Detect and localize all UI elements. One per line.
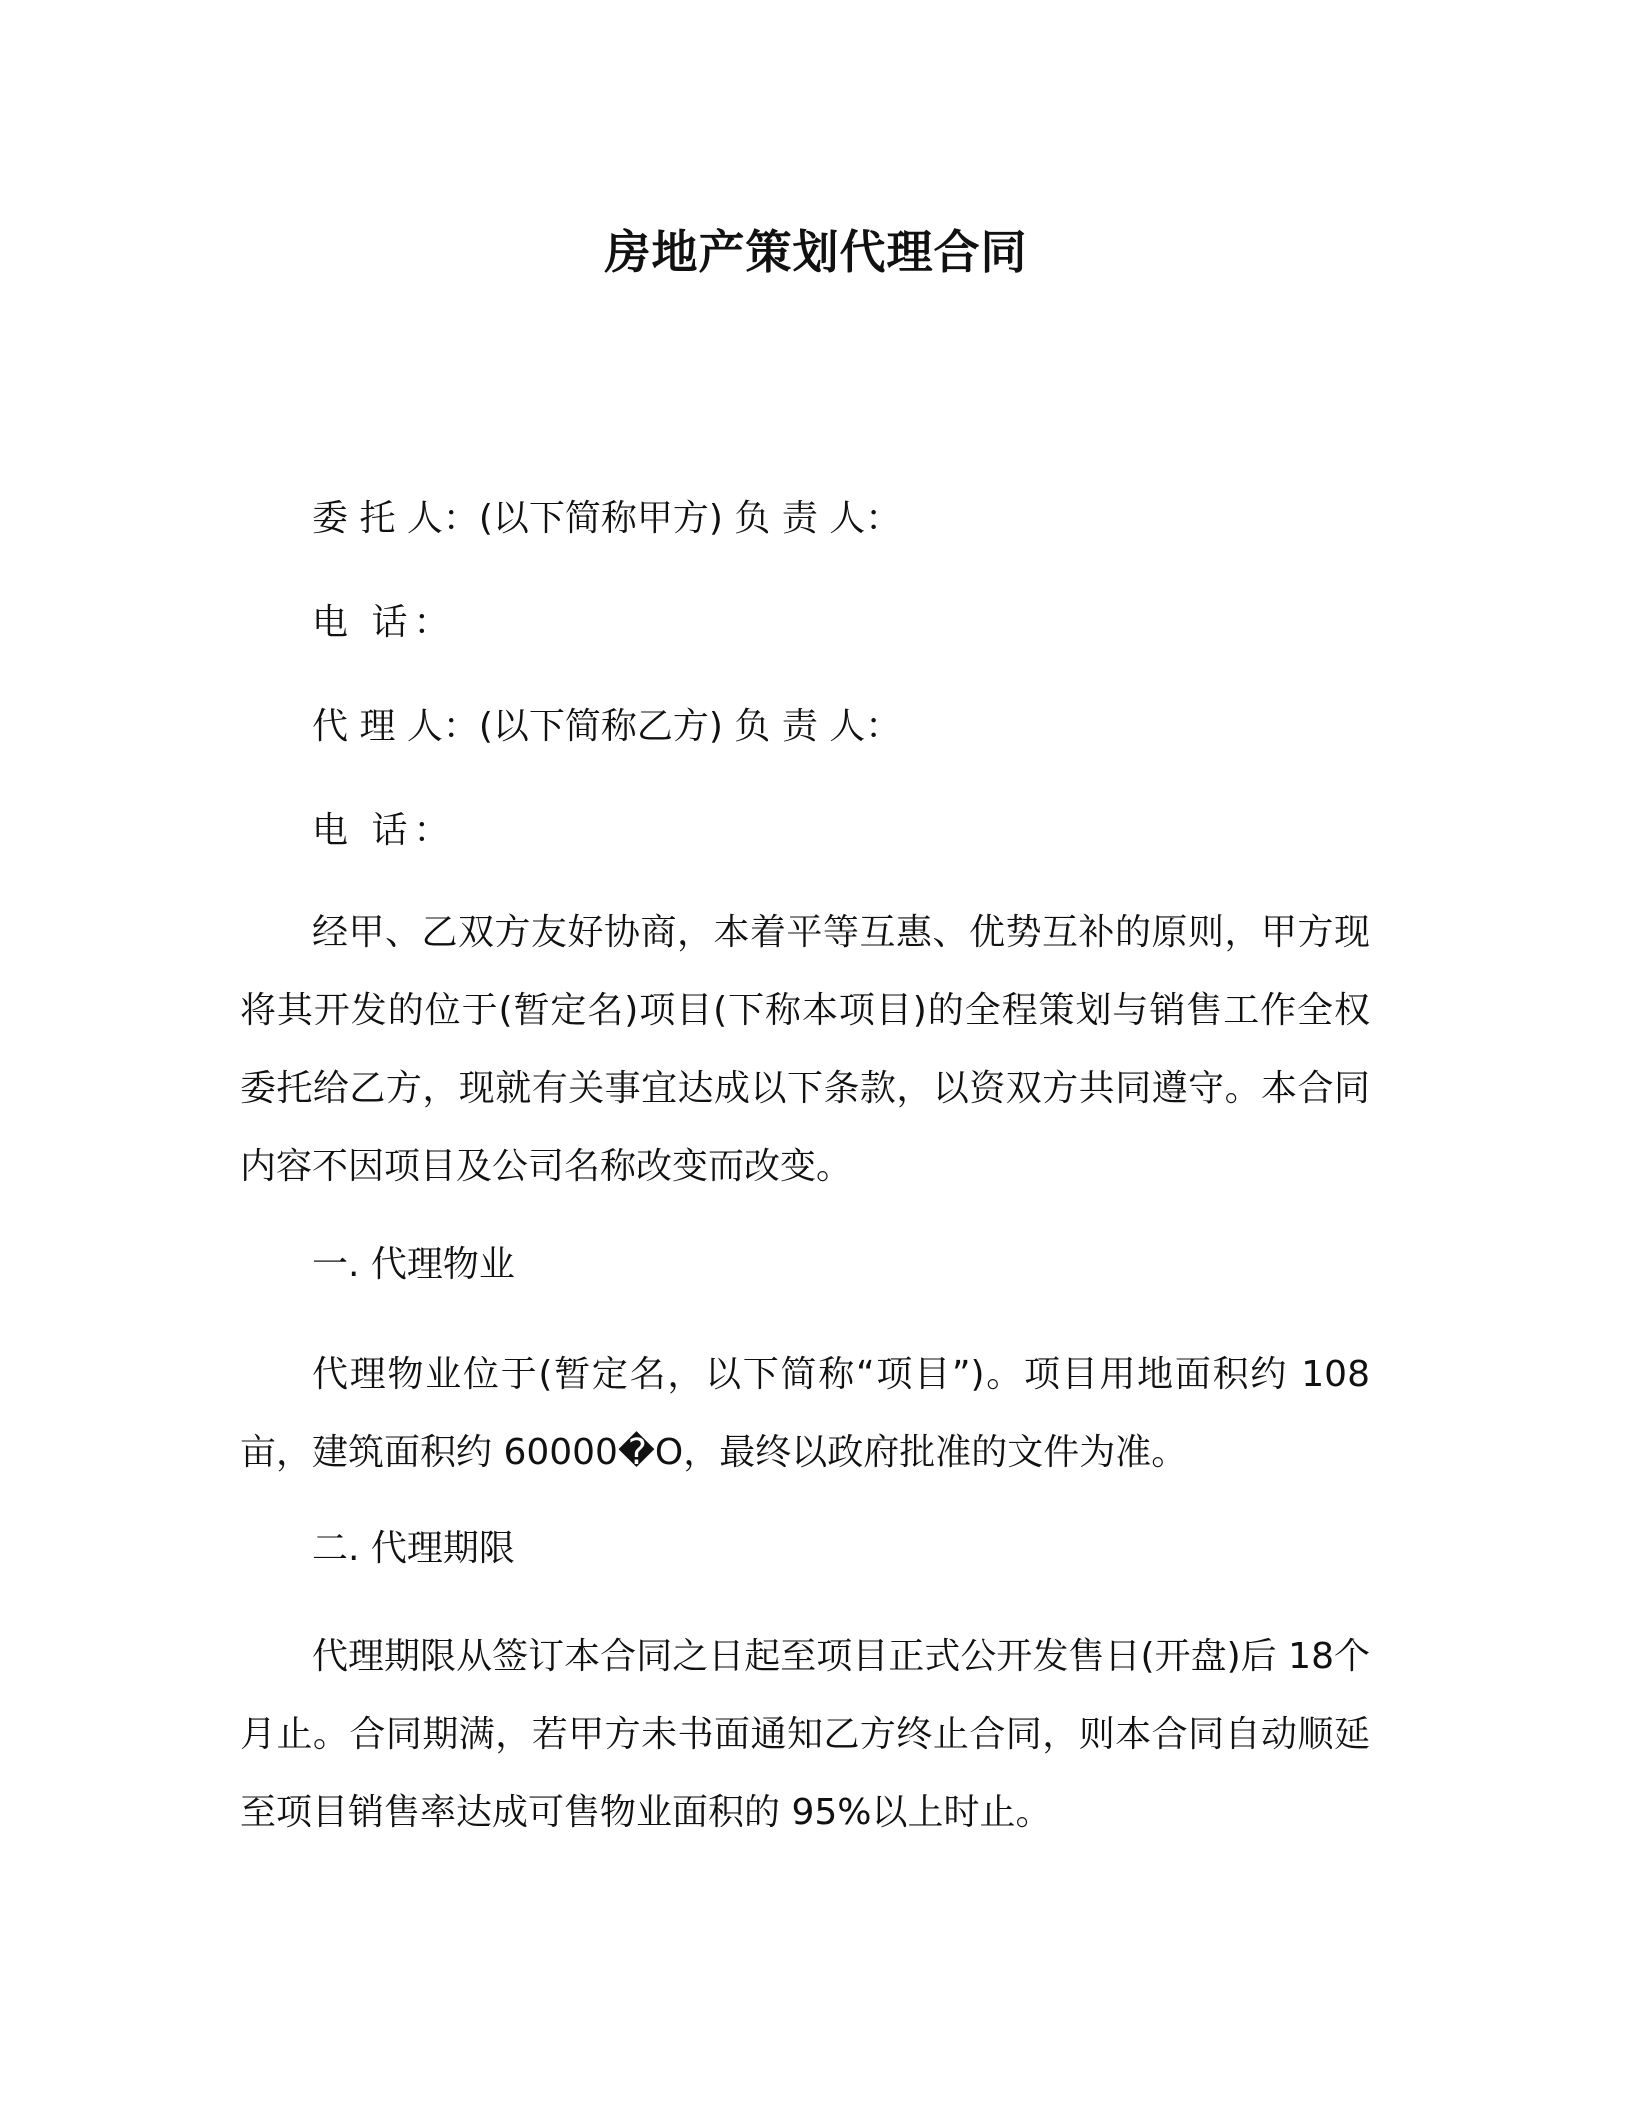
document-title: 房地产策划代理合同 bbox=[604, 225, 1028, 279]
section-body: 代理期限从签订本合同之日起至项目正式公开发售日(开盘)后 18个月止。合同期满，若甲方未书面通知乙方终止合同，则本合同自动顺延至项目销售率达成可售物业面积的 95%以上时止。 bbox=[240, 1636, 1370, 1833]
agent-phone-line: 电 话： bbox=[312, 810, 456, 851]
section-body: 代理物业位于(暂定名，以下简称“项目”)。项目用地面积约 108亩，建筑面积约 60000�O，最终以政府批准的文件为准。 bbox=[240, 1354, 1370, 1473]
section-heading: 二. 代理期限 bbox=[312, 1528, 515, 1569]
client-phone-line: 电 话： bbox=[312, 602, 456, 643]
client-line: 委 托 人：(以下简称甲方) 负 责 人： bbox=[312, 498, 902, 539]
agent-line: 代 理 人：(以下简称乙方) 负 责 人： bbox=[312, 706, 902, 747]
intro-paragraph: 经甲、乙双方友好协商，本着平等互惠、优势互补的原则，甲方现将其开发的位于(暂定名)项目(下称本项目)的全程策划与销售工作全权委托给乙方，现就有关事宜达成以下条款，以资双方共同遵守。本合同内容不因项目及公司名称改变而改变。 bbox=[240, 912, 1370, 1187]
section-heading: 一. 代理物业 bbox=[312, 1244, 515, 1285]
